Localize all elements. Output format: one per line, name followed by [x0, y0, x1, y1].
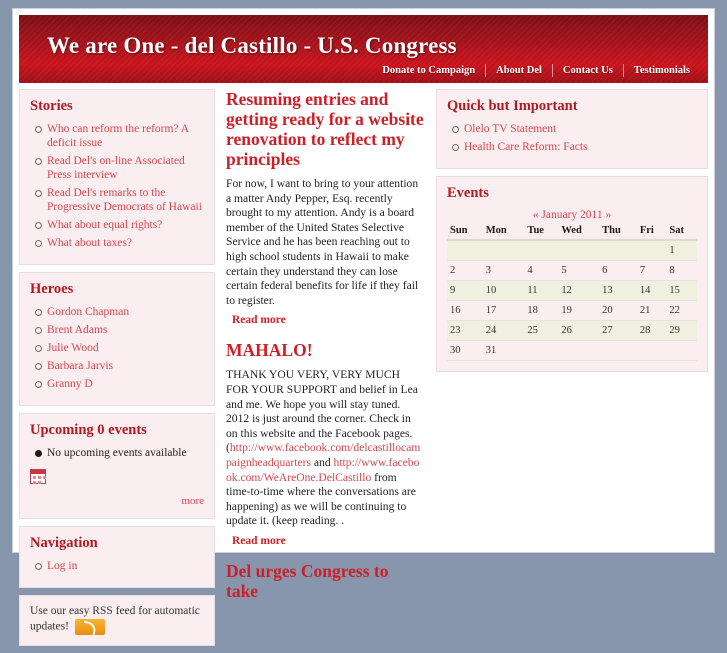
calendar-day[interactable]: 10 — [483, 281, 525, 301]
post-body-part-2: and — [310, 455, 334, 469]
calendar-day[interactable]: 7 — [637, 261, 667, 281]
rss-text: Use our easy RSS feed for automatic updates! — [30, 605, 200, 633]
calendar-weekday: Wed — [558, 224, 599, 240]
list-item — [47, 154, 204, 182]
post-title: Del urges Congress to take — [226, 560, 389, 601]
calendar-week-row — [447, 281, 697, 301]
calendar-day[interactable] — [599, 341, 637, 361]
calendar-next-month-button[interactable]: » — [605, 209, 612, 221]
calendar-day[interactable]: 18 — [524, 301, 558, 321]
post-title: Resuming entries and getting ready for a website renovation to reflect my principles — [226, 89, 424, 169]
calendar-day[interactable] — [558, 240, 599, 261]
list-item — [47, 236, 204, 250]
read-more-link[interactable]: Read more — [232, 314, 286, 327]
calendar-day[interactable]: 15 — [666, 281, 697, 301]
calendar-day[interactable]: 29 — [666, 321, 697, 341]
post-body-part-1: THANK YOU VERY, VERY MUCH FOR YOUR SUPPORT and belief in Lea and me. We hope you will stay tuned. 2012 is just around the corner. Check in on this website and the Facebook pages. ( — [226, 368, 418, 455]
calendar-weekday: Sun — [447, 224, 483, 240]
post-body-part-3: from time-to-time where the conversations are happening) as we will be continuing to update it. (keep reading. . — [226, 470, 416, 528]
hero-link-3[interactable]: Barbara Jarvis — [47, 360, 114, 372]
list-item — [47, 559, 204, 573]
calendar-weekday: Sat — [666, 224, 697, 240]
calendar-day[interactable]: 20 — [599, 301, 637, 321]
story-link-4[interactable]: What about taxes? — [47, 237, 132, 249]
list-item — [47, 305, 204, 319]
block-upcoming-events — [19, 413, 215, 519]
upcoming-more-link[interactable]: more — [181, 495, 204, 507]
calendar-week-row — [447, 341, 697, 361]
calendar-day[interactable] — [637, 341, 667, 361]
calendar-day[interactable] — [447, 240, 483, 261]
events-calendar — [447, 224, 697, 361]
calendar-day[interactable]: 17 — [483, 301, 525, 321]
upcoming-events-list — [30, 446, 204, 460]
quick-list — [447, 122, 697, 154]
quick-link-0[interactable]: Olelo TV Statement — [464, 123, 557, 135]
calendar-day[interactable] — [666, 341, 697, 361]
story-link-3[interactable]: What about equal rights? — [47, 219, 163, 231]
list-item — [47, 341, 204, 355]
block-title-events: Events — [447, 185, 489, 201]
story-link-0[interactable]: Who can reform the reform? A deficit issue — [47, 123, 189, 149]
calendar-day[interactable] — [483, 240, 525, 261]
calendar-day[interactable] — [558, 341, 599, 361]
list-item — [47, 377, 204, 391]
calendar-day[interactable]: 16 — [447, 301, 483, 321]
calendar-head — [447, 224, 697, 240]
calendar-weekday: Fri — [637, 224, 667, 240]
calendar-weekday: Thu — [599, 224, 637, 240]
story-link-1[interactable]: Read Del's on-line Associated Press interview — [47, 155, 185, 181]
navigation-list — [30, 559, 204, 573]
site-title: We are One - del Castillo - U.S. Congress — [47, 33, 457, 58]
calendar-day[interactable] — [599, 240, 637, 261]
post-article-1 — [226, 89, 424, 326]
calendar-week-row — [447, 261, 697, 281]
main-content — [215, 89, 436, 609]
right-sidebar — [436, 89, 708, 379]
calendar-day[interactable]: 26 — [558, 321, 599, 341]
hero-link-1[interactable]: Brent Adams — [47, 324, 108, 336]
left-sidebar — [19, 89, 215, 653]
calendar-day[interactable]: 14 — [637, 281, 667, 301]
site-header — [19, 15, 708, 83]
block-quick-but-important — [436, 89, 708, 169]
block-title-heroes: Heroes — [30, 281, 74, 297]
calendar-day[interactable] — [524, 341, 558, 361]
calendar-week-row — [447, 240, 697, 261]
facebook-link-1[interactable]: http://www.facebook.com/delcastillocampaignheadquarters — [226, 441, 421, 469]
list-item — [464, 140, 697, 154]
page-container — [12, 8, 715, 633]
list-item — [47, 359, 204, 373]
calendar-day[interactable]: 1 — [666, 240, 697, 261]
calendar-weekday: Tue — [524, 224, 558, 240]
block-rss — [19, 595, 215, 646]
block-title-navigation: Navigation — [30, 535, 98, 551]
calendar-body — [447, 240, 697, 361]
nav-link-testimonials[interactable]: Testimonials — [633, 65, 690, 76]
content-columns — [13, 83, 714, 653]
nav-link-about[interactable]: About Del — [496, 65, 542, 76]
calendar-day[interactable]: 9 — [447, 281, 483, 301]
block-title-quick-but-important: Quick but Important — [447, 98, 578, 114]
calendar-day[interactable]: 28 — [637, 321, 667, 341]
post-body: For now, I want to bring to your attention a matter Andy Pepper, Esq. recently brought to my attention. Andy is a board member of the United States Selective Service and he has been reaching out to high school students in Hawaii to make certain they understand they can lose certain federal benefits for life if they fail to register. — [226, 177, 419, 307]
calendar-day[interactable]: 25 — [524, 321, 558, 341]
stories-list — [30, 122, 204, 250]
calendar-month-label: January 2011 — [541, 209, 603, 221]
calendar-day[interactable] — [524, 240, 558, 261]
calendar-header-row — [447, 224, 697, 240]
calendar-icon — [30, 469, 46, 484]
calendar-week-row — [447, 301, 697, 321]
block-title-stories: Stories — [30, 98, 73, 114]
calendar-day[interactable]: 3 — [483, 261, 525, 281]
list-item — [47, 323, 204, 337]
list-item — [47, 122, 204, 150]
block-heroes — [19, 272, 215, 406]
list-item — [464, 122, 697, 136]
post-body — [226, 368, 424, 529]
calendar-day[interactable]: 19 — [558, 301, 599, 321]
calendar-day[interactable]: 22 — [666, 301, 697, 321]
calendar-day[interactable]: 24 — [483, 321, 525, 341]
calendar-weekday: Mon — [483, 224, 525, 240]
calendar-day[interactable]: 30 — [447, 341, 483, 361]
calendar-day[interactable]: 21 — [637, 301, 667, 321]
upcoming-more-row — [30, 492, 204, 508]
calendar-day[interactable]: 23 — [447, 321, 483, 341]
hero-link-2[interactable]: Julie Wood — [47, 342, 99, 354]
calendar-day[interactable]: 2 — [447, 261, 483, 281]
block-events — [436, 176, 708, 372]
hero-link-0[interactable]: Gordon Chapman — [47, 306, 130, 318]
nav-login-link[interactable]: Log in — [47, 560, 78, 572]
rss-icon[interactable] — [75, 619, 105, 635]
post-article-2 — [226, 340, 424, 547]
nav-link-contact[interactable]: Contact Us — [562, 65, 613, 76]
block-navigation — [19, 526, 215, 588]
read-more-link[interactable]: Read more — [232, 534, 286, 547]
calendar-day[interactable]: 31 — [483, 341, 525, 361]
primary-navigation — [372, 64, 700, 77]
calendar-day[interactable]: 13 — [599, 281, 637, 301]
list-item — [47, 186, 204, 214]
calendar-prev-month-button[interactable]: « — [532, 209, 539, 221]
hero-link-4[interactable]: Granny D — [47, 378, 93, 390]
list-item-empty: No upcoming events available — [47, 446, 204, 460]
block-title-upcoming-events: Upcoming 0 events — [30, 422, 147, 438]
heroes-list — [30, 305, 204, 391]
calendar-day[interactable]: 12 — [558, 281, 599, 301]
nav-link-donate[interactable]: Donate to Campaign — [382, 65, 476, 76]
calendar-day[interactable]: 8 — [666, 261, 697, 281]
calendar-month-nav — [447, 209, 697, 221]
calendar-day[interactable]: 11 — [524, 281, 558, 301]
story-link-2[interactable]: Read Del's remarks to the Progressive Democrats of Hawaii — [47, 187, 202, 213]
calendar-day[interactable]: 5 — [558, 261, 599, 281]
calendar-day[interactable]: 6 — [599, 261, 637, 281]
quick-link-1[interactable]: Health Care Reform: Facts — [464, 141, 588, 153]
calendar-week-row — [447, 321, 697, 341]
calendar-day[interactable] — [637, 240, 667, 261]
block-stories — [19, 89, 215, 265]
post-article-3 — [226, 561, 424, 601]
calendar-day[interactable]: 4 — [524, 261, 558, 281]
facebook-link-2[interactable]: http://www.facebook.com/WeAreOne.DelCastillo — [226, 455, 420, 484]
post-title: MAHALO! — [226, 340, 313, 361]
list-item — [47, 218, 204, 232]
calendar-day[interactable]: 27 — [599, 321, 637, 341]
